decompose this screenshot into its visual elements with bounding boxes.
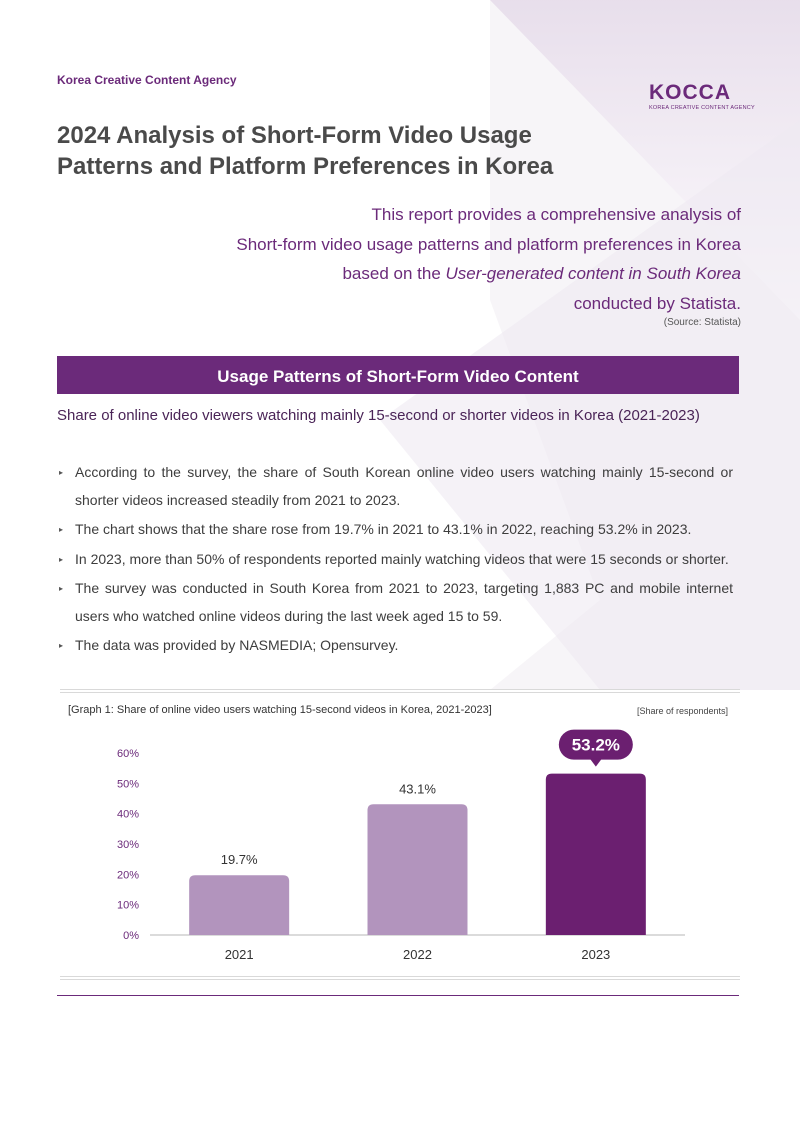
summary-line-4: conducted by Statista. — [573, 293, 741, 313]
x-tick-label: 2022 — [403, 947, 432, 962]
graph-panel — [60, 689, 740, 981]
bar-2022 — [368, 804, 468, 935]
report-title-line-1: 2024 Analysis of Short-Form Video Usage — [57, 122, 532, 149]
summary-line-1: This report provides a comprehensive analysis of — [371, 205, 741, 224]
bullet-item — [57, 575, 733, 630]
bullet-text: The chart shows that the share rose from 19.7% in 2021 to 43.1% in 2022, reaching 53.2% in 2023. — [75, 521, 692, 537]
logo-wordmark: KOCCA — [649, 81, 731, 104]
agency-name: Korea Creative Content Agency — [57, 73, 237, 87]
page-bottom-rule — [57, 995, 739, 996]
y-tick-label: 40% — [116, 808, 139, 821]
data-label: 53.2% — [571, 735, 620, 755]
bullet-item — [57, 632, 733, 660]
graph-caption: [Graph 1: Share of online video users watching 15-second videos in Korea, 2021-2023] — [68, 704, 492, 716]
graph-unit-label: [Share of respondents] — [636, 706, 728, 716]
bullet-text: The data was provided by NASMEDIA; Opensurvey. — [75, 637, 399, 653]
y-tick-label: 0% — [123, 930, 139, 942]
y-tick-label: 30% — [116, 839, 139, 851]
bar-2023 — [546, 774, 646, 935]
bullet-marker-icon: ▸ — [59, 584, 64, 593]
graph-bottom-rule-inner — [60, 976, 740, 977]
x-tick-label: 2023 — [581, 947, 611, 962]
bullet-item — [57, 516, 733, 544]
section-heading: Usage Patterns of Short-Form Video Content — [57, 356, 739, 394]
graph-bottom-rule — [60, 979, 740, 980]
y-tick-label: 60% — [116, 748, 139, 760]
data-label: 19.7% — [220, 852, 258, 868]
y-tick-label: 50% — [116, 778, 139, 791]
summary-line-3 — [101, 259, 741, 289]
bullet-list — [57, 459, 733, 662]
bullet-marker-icon: ▸ — [59, 554, 64, 564]
x-tick-label: 2021 — [224, 947, 254, 962]
bullet-item — [57, 459, 733, 514]
section-subtitle: Share of online video viewers watching mainly 15-second or shorter videos in Korea (2021-2023) — [57, 407, 700, 424]
source-note: (Source: Statista) — [663, 317, 741, 328]
bullet-marker-icon: ▸ — [59, 525, 64, 534]
bullet-marker-icon: ▸ — [59, 641, 64, 650]
bar-2021 — [189, 875, 289, 935]
report-summary — [101, 200, 741, 318]
bullet-item — [57, 546, 733, 574]
data-label: 43.1% — [399, 781, 436, 797]
data-label-bubble-pointer — [590, 759, 602, 767]
kocca-logo — [649, 81, 755, 111]
bullet-text: In 2023, more than 50% of respondents reported mainly watching videos that were 15 seconds or shorter. — [75, 550, 729, 567]
y-tick-label: 10% — [116, 899, 139, 912]
report-title-line-2: Patterns and Platform Preferences in Korea — [57, 153, 554, 180]
bullet-text: The survey was conducted in South Korea from 2021 to 2023, targeting 1,883 PC and mobile internet users who watched online videos during the last week aged 15 to 59. — [75, 580, 733, 624]
y-tick-label: 20% — [116, 869, 139, 882]
bullet-text: According to the survey, the share of South Korean online video users watching mainly 15-second or shorter videos increased steadily from 2021 to 2023. — [75, 464, 733, 508]
logo-subtitle: KOREA CREATIVE CONTENT AGENCY — [649, 105, 755, 111]
summary-line-3-prefix: based on the — [342, 264, 446, 283]
bar-chart — [60, 689, 740, 981]
bullet-marker-icon: ▸ — [59, 468, 64, 477]
summary-source-title: User-generated content in South Korea — [445, 264, 741, 283]
summary-line-2: Short-form video usage patterns and platform preferences in Korea — [236, 234, 741, 254]
report-title — [57, 120, 677, 182]
